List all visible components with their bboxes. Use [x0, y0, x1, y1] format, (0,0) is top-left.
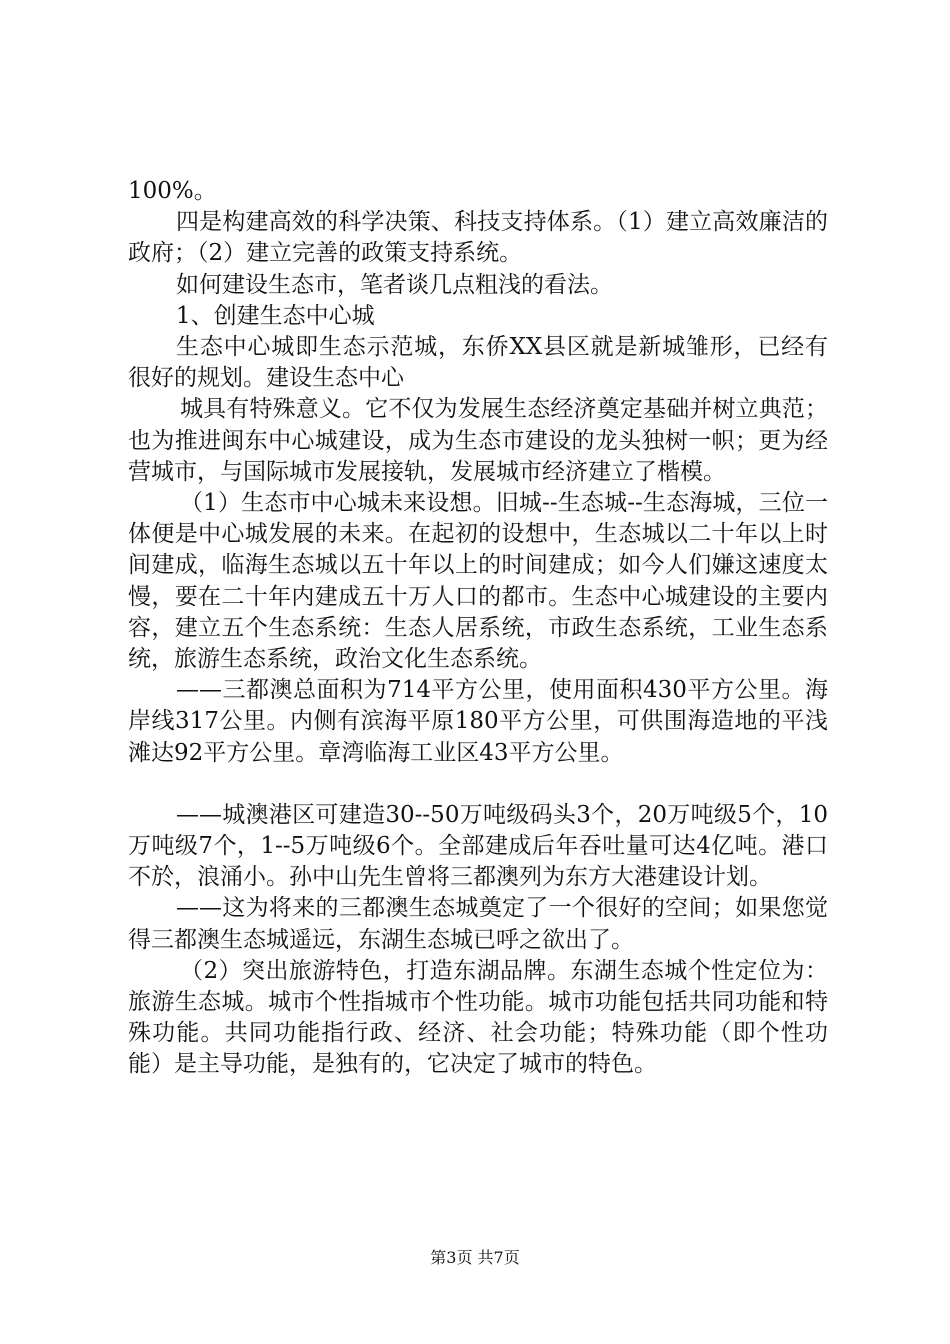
paragraph: 城具有特殊意义。它不仅为发展生态经济奠定基础并树立典范；也为推进闽东中心城建设，成为生态市建设的龙头独树一帜；更为经营城市，与国际城市发展接轨，发展城市经济建立了楷模。 [128, 396, 828, 485]
paragraph: （2）突出旅游特色，打造东湖品牌。东湖生态城个性定位为：旅游生态城。城市个性指城市个性功能。城市功能包括共同功能和特殊功能。共同功能指行政、经济、社会功能；特殊功能（即个性功能）是主导功能，是独有的，它决定了城市的特色。 [128, 957, 828, 1078]
paragraph: ——这为将来的三都澳生态城奠定了一个很好的空间；如果您觉得三都澳生态城遥远，东湖生态城已呼之欲出了。 [128, 895, 828, 953]
paragraph: 如何建设生态市，笔者谈几点粗浅的看法。 [176, 271, 613, 298]
paragraph: ——城澳港区可建造30--50万吨级码头3个，20万吨级5个，10万吨级7个，1--5万吨级6个。全部建成后年吞吐量可达4亿吨。港口不於，浪涌小。孙中山先生曾将三都澳列为东方大港建设计划。 [128, 801, 828, 891]
section-heading: 1、创建生态中心城 [176, 302, 375, 329]
paragraph: 100%。 [128, 178, 217, 204]
page-number-footer: 第3页 共7页 [430, 1248, 520, 1267]
paragraph: 生态中心城即生态示范城，东侨XX县区就是新城雏形，已经有很好的规划。建设生态中心 [128, 334, 828, 392]
document-body [128, 176, 828, 1081]
paragraph: 四是构建高效的科学决策、科技支持体系。（1）建立高效廉洁的政府；（2）建立完善的政策支持系统。 [128, 209, 828, 267]
paragraph: ——三都澳总面积为714平方公里，使用面积430平方公里。海岸线317公里。内侧有滨海平原180平方公里，可供围海造地的平浅滩达92平方公里。章湾临海工业区43平方公里。 [128, 677, 828, 766]
paragraph: （1）生态市中心城未来设想。旧城--生态城--生态海城，三位一体便是中心城发展的未来。在起初的设想中，生态城以二十年以上时间建成，临海生态城以五十年以上的时间建成；如今人们嫌这速度太慢，要在二十年内建成五十万人口的都市。生态中心城建设的主要内容，建立五个生态系统：生态人居系统，市政生态系统，工业生态系统，旅游生态系统，政治文化生态系统。 [128, 490, 828, 673]
